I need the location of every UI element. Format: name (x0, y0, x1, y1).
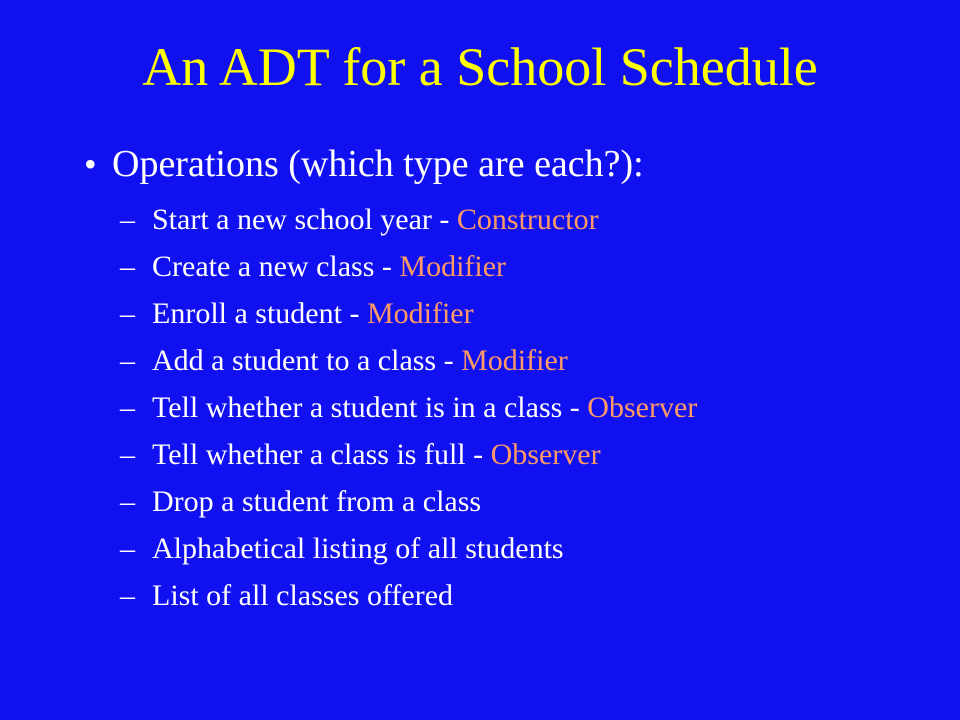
dash-icon: – (120, 296, 135, 330)
operation-type: Observer (490, 437, 601, 471)
operation-type: Observer (587, 390, 698, 424)
operation-separator: - (374, 249, 400, 283)
operation-type: Constructor (456, 202, 599, 236)
operation-text: Tell whether a student is in a class (152, 390, 563, 424)
operation-type: Modifier (461, 343, 568, 377)
operation-text: Create a new class (152, 249, 375, 283)
bullet-dot-icon: • (84, 144, 97, 184)
operation-text: List of all classes offered (152, 578, 454, 612)
dash-icon: – (120, 437, 135, 471)
operation-separator: - (431, 202, 457, 236)
operation-separator: - (436, 343, 462, 377)
list-item (120, 337, 940, 384)
operation-type: Modifier (399, 249, 507, 283)
operation-separator: - (341, 296, 367, 330)
list-item (120, 243, 940, 290)
operation-text: Alphabetical listing of all students (152, 531, 564, 565)
operation-type: Modifier (366, 296, 474, 330)
list-item (120, 478, 940, 525)
slide-title: An ADT for a School Schedule (142, 37, 818, 97)
list-item (120, 431, 940, 478)
list-item (120, 290, 940, 337)
operation-text: Enroll a student (152, 296, 342, 330)
dash-icon: – (120, 202, 135, 236)
dash-icon: – (120, 531, 135, 565)
operation-text: Drop a student from a class (152, 484, 482, 518)
list-item (120, 525, 940, 572)
main-bullet (84, 140, 644, 188)
dash-icon: – (120, 484, 135, 518)
list-item (120, 196, 940, 243)
operation-separator: - (465, 437, 491, 471)
operation-text: Add a student to a class (152, 343, 437, 377)
list-item (120, 384, 940, 431)
dash-icon: – (120, 578, 135, 612)
dash-icon: – (120, 390, 135, 424)
dash-icon: – (120, 343, 135, 377)
operations-list (120, 196, 940, 619)
dash-icon: – (120, 249, 135, 283)
operation-text: Tell whether a class is full (152, 437, 466, 471)
main-bullet-text: Operations (which type are each?): (112, 143, 644, 185)
list-item (120, 572, 940, 619)
operation-separator: - (562, 390, 588, 424)
operation-text: Start a new school year (152, 202, 432, 236)
